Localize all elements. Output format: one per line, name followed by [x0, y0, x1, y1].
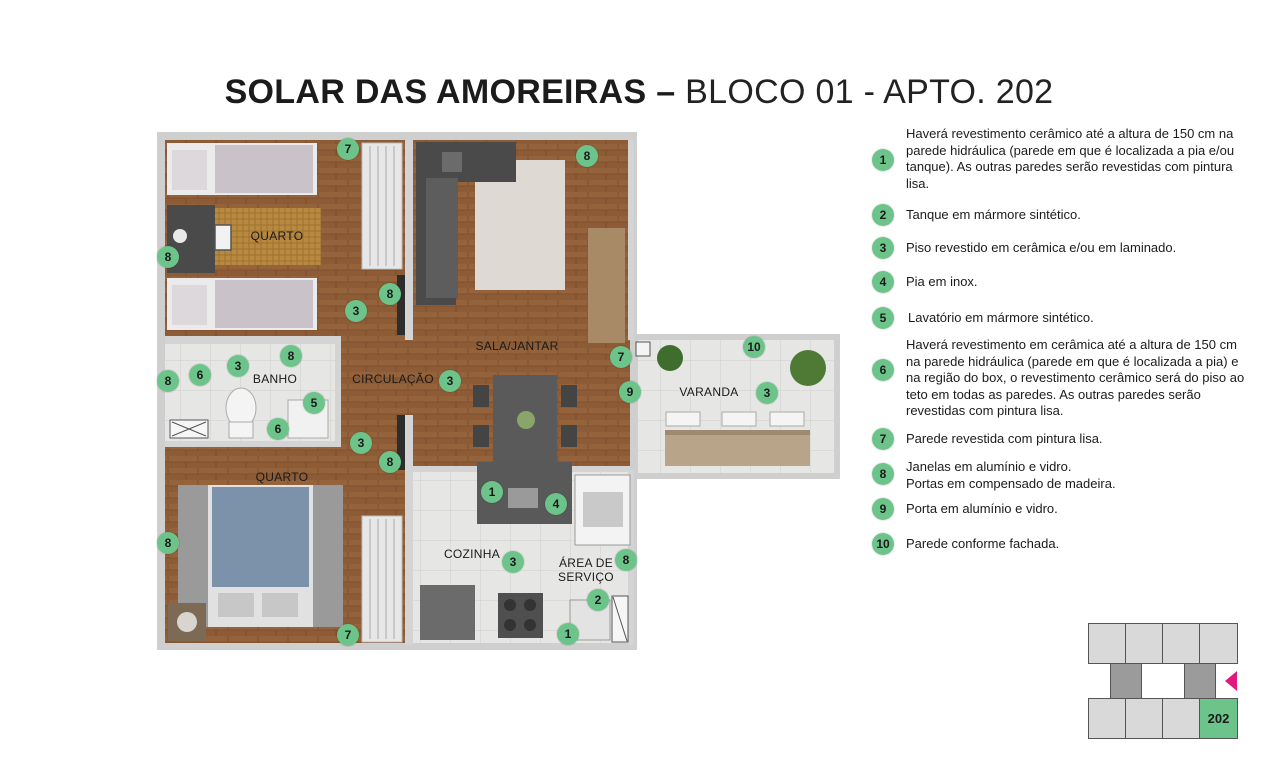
legend-number: 5 — [872, 307, 894, 329]
legend-text: Piso revestido em cerâmica e/ou em laminado. — [906, 240, 1177, 255]
room-label-varanda: VARANDA — [679, 385, 739, 399]
legend-text: Haverá revestimento cerâmico até a altura de 150 cm na parede hidráulica (parede em que é localizada a pia e/ou tanque). As outras paredes serão revestidas com pintura lisa. — [906, 126, 1235, 191]
legend-text: Parede revestida com pintura lisa. — [906, 431, 1103, 446]
legend-number: 8 — [872, 463, 894, 485]
title-light: BLOCO 01 - APTO. 202 — [675, 73, 1054, 111]
room-label-banho: BANHO — [252, 372, 298, 386]
legend-text: Porta em alumínio e vidro. — [906, 501, 1058, 516]
key-plan-cell — [1162, 623, 1200, 664]
legend-number: 3 — [872, 237, 894, 259]
plan-marker: 3 — [227, 355, 249, 377]
plan-marker: 1 — [557, 623, 579, 645]
plan-marker: 8 — [157, 246, 179, 268]
room-label-cozinha: COZINHA — [443, 547, 501, 561]
plan-marker: 8 — [576, 145, 598, 167]
key-plan-cell — [1125, 698, 1163, 739]
legend-number: 6 — [872, 359, 894, 381]
key-plan — [1088, 623, 1239, 739]
plan-marker: 3 — [345, 300, 367, 322]
legend-text: Lavatório em mármore sintético. — [908, 310, 1094, 325]
title-bold: SOLAR DAS AMOREIRAS – — [224, 73, 676, 111]
legend-number: 1 — [872, 149, 894, 171]
legend-number: 2 — [872, 204, 894, 226]
plan-marker: 1 — [481, 481, 503, 503]
plan-marker: 8 — [280, 345, 302, 367]
plan-marker: 7 — [610, 346, 632, 368]
key-plan-cell — [1199, 623, 1238, 664]
plan-marker: 3 — [756, 382, 778, 404]
plan-marker: 3 — [502, 551, 524, 573]
legend-number: 10 — [872, 533, 894, 555]
plan-marker: 6 — [189, 364, 211, 386]
plan-marker: 5 — [303, 392, 325, 414]
key-plan-cell — [1088, 698, 1126, 739]
location-arrow-icon — [1225, 671, 1237, 691]
legend-text: Parede conforme fachada. — [906, 536, 1060, 551]
plan-marker: 3 — [350, 432, 372, 454]
plan-marker: 8 — [615, 549, 637, 571]
room-label-quarto-1: QUARTO — [250, 229, 304, 243]
legend-text: Pia em inox. — [906, 274, 978, 289]
plan-marker: 10 — [743, 336, 765, 358]
key-plan-core — [1184, 663, 1216, 699]
legend-text: Tanque em mármore sintético. — [906, 207, 1081, 222]
plan-marker: 8 — [379, 283, 401, 305]
plan-marker: 9 — [619, 381, 641, 403]
room-label-quarto-2: QUARTO — [255, 470, 309, 484]
key-plan-cell — [1088, 623, 1126, 664]
legend-number: 4 — [872, 271, 894, 293]
legend-text: Haverá revestimento em cerâmica até a altura de 150 cm na parede hidráulica (parede em que é localizada a pia) e na região do box, o revestimento cerâmico será do piso ao teto em todas as paredes. As outras paredes serão revestidas com pintura lisa. — [906, 337, 1245, 418]
key-plan-cell — [1125, 623, 1163, 664]
key-plan-cell — [1162, 698, 1200, 739]
legend-text: Janelas em alumínio e vidro. Portas em compensado de madeira. — [906, 459, 1116, 491]
plan-marker: 8 — [157, 532, 179, 554]
key-plan-core — [1110, 663, 1142, 699]
room-label-sala-jantar: SALA/JANTAR — [475, 339, 559, 353]
plan-marker: 2 — [587, 589, 609, 611]
plan-marker: 8 — [157, 370, 179, 392]
plan-marker: 4 — [545, 493, 567, 515]
plan-marker: 7 — [337, 624, 359, 646]
legend-number: 9 — [872, 498, 894, 520]
room-label-circulacao: CIRCULAÇÃO — [352, 372, 434, 386]
legend-number: 7 — [872, 428, 894, 450]
key-plan-unit-highlight: 202 — [1199, 698, 1238, 739]
plan-marker: 7 — [337, 138, 359, 160]
plan-marker: 8 — [379, 451, 401, 473]
room-label-area-servico: ÁREA DE SERVIÇO — [558, 556, 614, 584]
plan-marker: 6 — [267, 418, 289, 440]
plan-marker: 3 — [439, 370, 461, 392]
